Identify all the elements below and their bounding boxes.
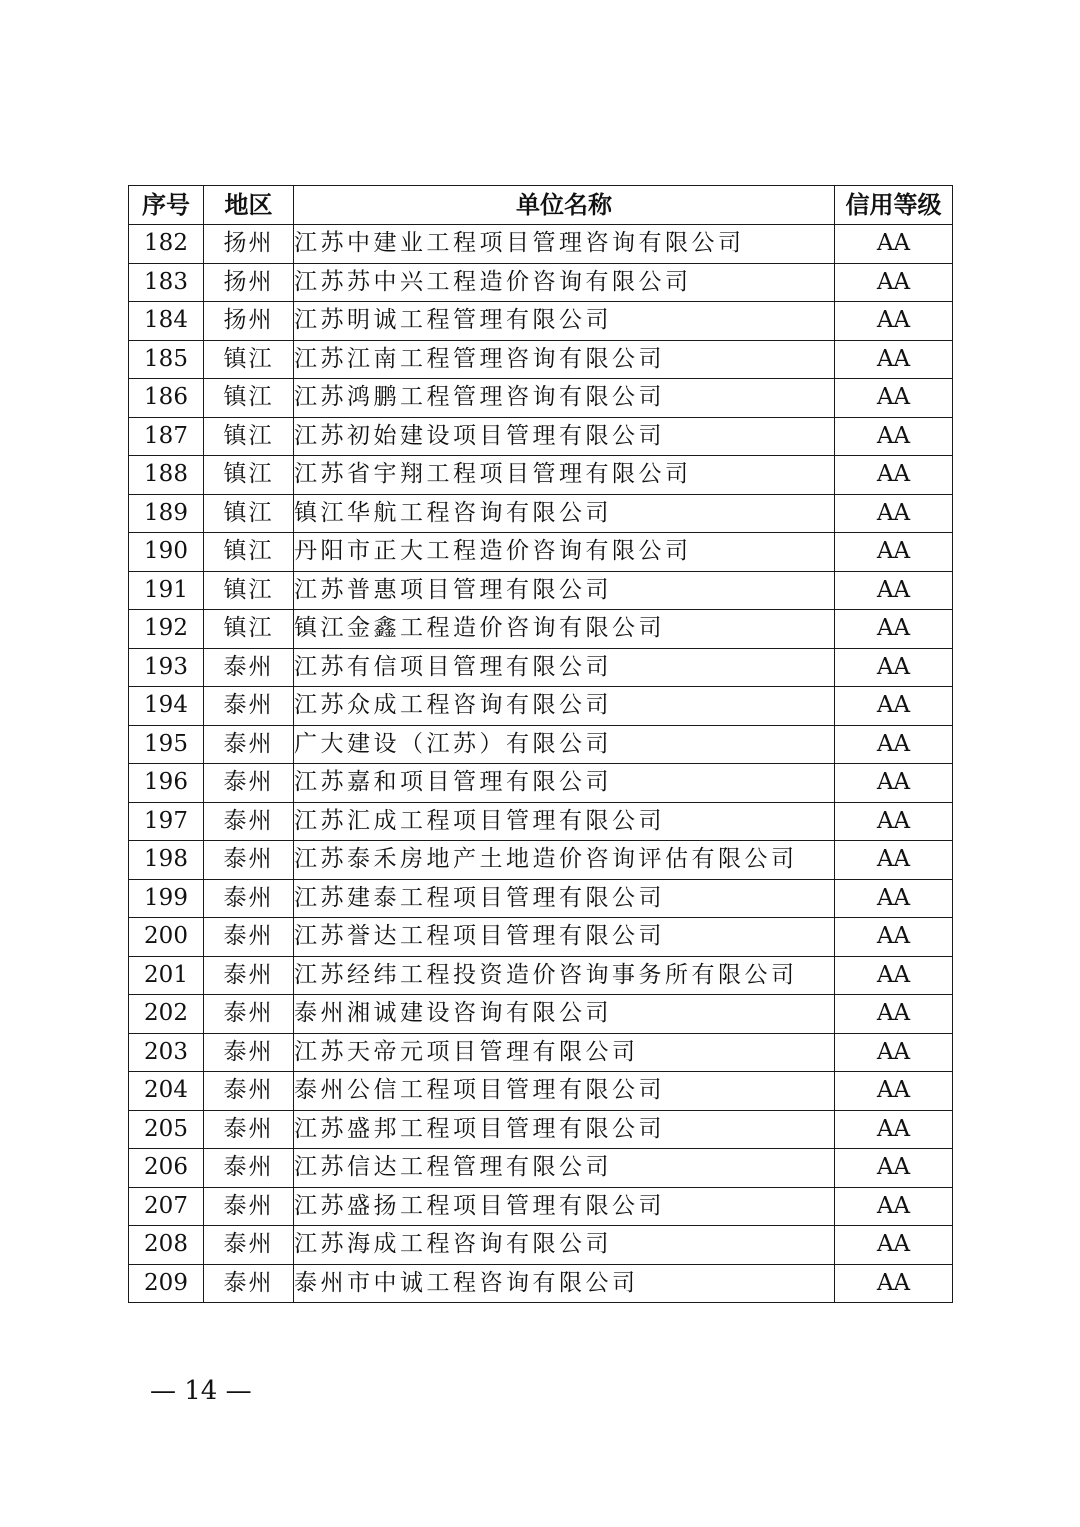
cell-seq: 189 bbox=[129, 494, 204, 533]
cell-region: 泰州 bbox=[204, 995, 294, 1034]
cell-seq: 188 bbox=[129, 456, 204, 495]
cell-seq: 184 bbox=[129, 302, 204, 341]
cell-credit-level: AA bbox=[835, 302, 953, 341]
cell-seq: 187 bbox=[129, 417, 204, 456]
cell-credit-level: AA bbox=[835, 610, 953, 649]
cell-credit-level: AA bbox=[835, 687, 953, 726]
cell-company-name: 镇江金鑫工程造价咨询有限公司 bbox=[294, 610, 835, 649]
cell-company-name: 泰州市中诚工程咨询有限公司 bbox=[294, 1264, 835, 1303]
cell-company-name: 江苏海成工程咨询有限公司 bbox=[294, 1226, 835, 1265]
cell-seq: 182 bbox=[129, 225, 204, 264]
cell-region: 泰州 bbox=[204, 1110, 294, 1149]
cell-seq: 194 bbox=[129, 687, 204, 726]
cell-credit-level: AA bbox=[835, 225, 953, 264]
table-row bbox=[129, 725, 953, 764]
header-row bbox=[129, 186, 953, 225]
table-row bbox=[129, 1226, 953, 1265]
cell-seq: 183 bbox=[129, 263, 204, 302]
cell-seq: 186 bbox=[129, 379, 204, 418]
table-row bbox=[129, 1149, 953, 1188]
cell-company-name: 江苏盛扬工程项目管理有限公司 bbox=[294, 1187, 835, 1226]
page-number: — 14 — bbox=[150, 1376, 252, 1406]
cell-region: 镇江 bbox=[204, 456, 294, 495]
cell-company-name: 江苏苏中兴工程造价咨询有限公司 bbox=[294, 263, 835, 302]
cell-credit-level: AA bbox=[835, 995, 953, 1034]
table-row bbox=[129, 533, 953, 572]
cell-seq: 207 bbox=[129, 1187, 204, 1226]
cell-seq: 198 bbox=[129, 841, 204, 880]
table-row bbox=[129, 571, 953, 610]
cell-credit-level: AA bbox=[835, 1149, 953, 1188]
table-row bbox=[129, 918, 953, 957]
cell-credit-level: AA bbox=[835, 494, 953, 533]
header-region: 地区 bbox=[204, 186, 294, 225]
cell-seq: 197 bbox=[129, 802, 204, 841]
cell-credit-level: AA bbox=[835, 648, 953, 687]
cell-credit-level: AA bbox=[835, 956, 953, 995]
table-row bbox=[129, 802, 953, 841]
cell-seq: 199 bbox=[129, 879, 204, 918]
cell-company-name: 江苏初始建设项目管理有限公司 bbox=[294, 417, 835, 456]
cell-region: 泰州 bbox=[204, 1264, 294, 1303]
cell-seq: 202 bbox=[129, 995, 204, 1034]
cell-company-name: 江苏江南工程管理咨询有限公司 bbox=[294, 340, 835, 379]
cell-region: 镇江 bbox=[204, 610, 294, 649]
cell-company-name: 泰州公信工程项目管理有限公司 bbox=[294, 1072, 835, 1111]
cell-company-name: 江苏经纬工程投资造价咨询事务所有限公司 bbox=[294, 956, 835, 995]
cell-seq: 192 bbox=[129, 610, 204, 649]
header-seq: 序号 bbox=[129, 186, 204, 225]
table-row bbox=[129, 995, 953, 1034]
cell-credit-level: AA bbox=[835, 1110, 953, 1149]
cell-company-name: 江苏省宇翔工程项目管理有限公司 bbox=[294, 456, 835, 495]
cell-credit-level: AA bbox=[835, 1264, 953, 1303]
cell-credit-level: AA bbox=[835, 1033, 953, 1072]
cell-region: 镇江 bbox=[204, 571, 294, 610]
cell-seq: 208 bbox=[129, 1226, 204, 1265]
cell-company-name: 江苏誉达工程项目管理有限公司 bbox=[294, 918, 835, 957]
cell-region: 扬州 bbox=[204, 225, 294, 264]
credit-rating-table bbox=[128, 185, 953, 1303]
cell-company-name: 镇江华航工程咨询有限公司 bbox=[294, 494, 835, 533]
table-row bbox=[129, 340, 953, 379]
cell-region: 泰州 bbox=[204, 1033, 294, 1072]
cell-region: 泰州 bbox=[204, 687, 294, 726]
table-body bbox=[129, 225, 953, 1303]
cell-seq: 209 bbox=[129, 1264, 204, 1303]
cell-credit-level: AA bbox=[835, 841, 953, 880]
cell-seq: 185 bbox=[129, 340, 204, 379]
cell-region: 镇江 bbox=[204, 379, 294, 418]
cell-company-name: 丹阳市正大工程造价咨询有限公司 bbox=[294, 533, 835, 572]
table-row bbox=[129, 764, 953, 803]
cell-region: 泰州 bbox=[204, 879, 294, 918]
table-row bbox=[129, 1110, 953, 1149]
cell-region: 镇江 bbox=[204, 533, 294, 572]
header-level: 信用等级 bbox=[835, 186, 953, 225]
cell-seq: 190 bbox=[129, 533, 204, 572]
table-row bbox=[129, 879, 953, 918]
cell-region: 泰州 bbox=[204, 956, 294, 995]
cell-region: 泰州 bbox=[204, 1149, 294, 1188]
cell-region: 泰州 bbox=[204, 764, 294, 803]
table-row bbox=[129, 648, 953, 687]
cell-seq: 206 bbox=[129, 1149, 204, 1188]
cell-credit-level: AA bbox=[835, 263, 953, 302]
cell-region: 泰州 bbox=[204, 1226, 294, 1265]
cell-region: 镇江 bbox=[204, 340, 294, 379]
table-row bbox=[129, 956, 953, 995]
cell-seq: 196 bbox=[129, 764, 204, 803]
table-row bbox=[129, 379, 953, 418]
table-row bbox=[129, 456, 953, 495]
cell-company-name: 江苏信达工程管理有限公司 bbox=[294, 1149, 835, 1188]
table-row bbox=[129, 841, 953, 880]
cell-region: 扬州 bbox=[204, 263, 294, 302]
cell-company-name: 江苏鸿鹏工程管理咨询有限公司 bbox=[294, 379, 835, 418]
cell-region: 泰州 bbox=[204, 841, 294, 880]
cell-seq: 191 bbox=[129, 571, 204, 610]
cell-seq: 195 bbox=[129, 725, 204, 764]
table-row bbox=[129, 225, 953, 264]
cell-company-name: 江苏嘉和项目管理有限公司 bbox=[294, 764, 835, 803]
cell-company-name: 江苏盛邦工程项目管理有限公司 bbox=[294, 1110, 835, 1149]
cell-company-name: 江苏中建业工程项目管理咨询有限公司 bbox=[294, 225, 835, 264]
cell-seq: 204 bbox=[129, 1072, 204, 1111]
cell-seq: 203 bbox=[129, 1033, 204, 1072]
table-row bbox=[129, 302, 953, 341]
header-name: 单位名称 bbox=[294, 186, 835, 225]
table-row bbox=[129, 687, 953, 726]
cell-credit-level: AA bbox=[835, 340, 953, 379]
cell-region: 泰州 bbox=[204, 1072, 294, 1111]
table-row bbox=[129, 263, 953, 302]
cell-credit-level: AA bbox=[835, 1226, 953, 1265]
cell-seq: 193 bbox=[129, 648, 204, 687]
cell-credit-level: AA bbox=[835, 379, 953, 418]
table-row bbox=[129, 1033, 953, 1072]
cell-company-name: 江苏建泰工程项目管理有限公司 bbox=[294, 879, 835, 918]
cell-region: 泰州 bbox=[204, 648, 294, 687]
cell-credit-level: AA bbox=[835, 533, 953, 572]
cell-region: 镇江 bbox=[204, 494, 294, 533]
cell-company-name: 广大建设（江苏）有限公司 bbox=[294, 725, 835, 764]
cell-credit-level: AA bbox=[835, 1072, 953, 1111]
cell-company-name: 江苏有信项目管理有限公司 bbox=[294, 648, 835, 687]
cell-credit-level: AA bbox=[835, 764, 953, 803]
cell-credit-level: AA bbox=[835, 879, 953, 918]
cell-company-name: 江苏天帝元项目管理有限公司 bbox=[294, 1033, 835, 1072]
cell-company-name: 江苏明诚工程管理有限公司 bbox=[294, 302, 835, 341]
cell-region: 泰州 bbox=[204, 918, 294, 957]
cell-company-name: 江苏普惠项目管理有限公司 bbox=[294, 571, 835, 610]
table-row bbox=[129, 1264, 953, 1303]
cell-seq: 200 bbox=[129, 918, 204, 957]
table-row bbox=[129, 1072, 953, 1111]
cell-region: 扬州 bbox=[204, 302, 294, 341]
table-header bbox=[129, 186, 953, 225]
cell-company-name: 江苏众成工程咨询有限公司 bbox=[294, 687, 835, 726]
cell-seq: 205 bbox=[129, 1110, 204, 1149]
cell-credit-level: AA bbox=[835, 571, 953, 610]
cell-region: 泰州 bbox=[204, 802, 294, 841]
cell-credit-level: AA bbox=[835, 456, 953, 495]
cell-region: 泰州 bbox=[204, 725, 294, 764]
table-row bbox=[129, 494, 953, 533]
cell-credit-level: AA bbox=[835, 725, 953, 764]
cell-region: 泰州 bbox=[204, 1187, 294, 1226]
cell-credit-level: AA bbox=[835, 918, 953, 957]
cell-region: 镇江 bbox=[204, 417, 294, 456]
cell-company-name: 江苏泰禾房地产土地造价咨询评估有限公司 bbox=[294, 841, 835, 880]
cell-company-name: 泰州湘诚建设咨询有限公司 bbox=[294, 995, 835, 1034]
table-row bbox=[129, 610, 953, 649]
cell-company-name: 江苏汇成工程项目管理有限公司 bbox=[294, 802, 835, 841]
cell-credit-level: AA bbox=[835, 802, 953, 841]
table-row bbox=[129, 417, 953, 456]
cell-credit-level: AA bbox=[835, 417, 953, 456]
cell-credit-level: AA bbox=[835, 1187, 953, 1226]
table-row bbox=[129, 1187, 953, 1226]
cell-seq: 201 bbox=[129, 956, 204, 995]
